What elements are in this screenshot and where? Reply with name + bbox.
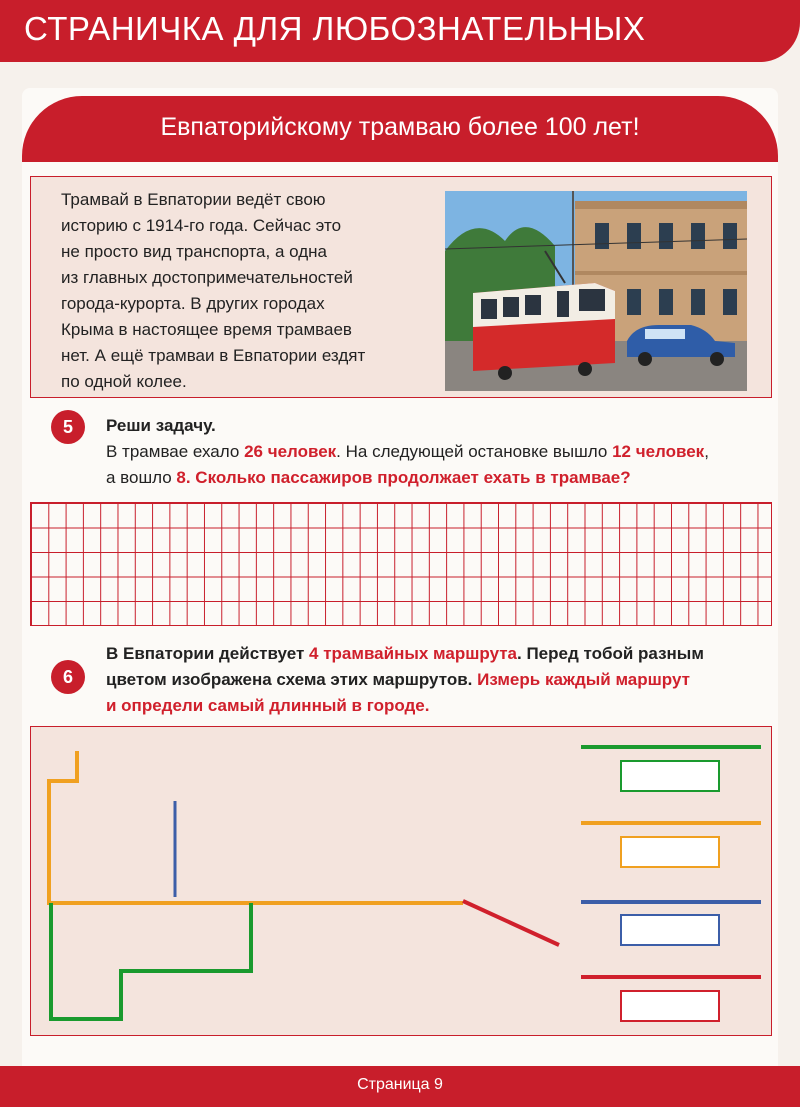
green-route-line [51, 903, 251, 1019]
intro-line: города-курорта. В других городах [61, 294, 325, 313]
page-number: Страница 9 [357, 1076, 443, 1093]
footer-band [0, 1066, 800, 1107]
tram-photo [445, 191, 747, 391]
intro-line: Крыма в настоящее время трамваев [61, 320, 352, 339]
task-6-text [106, 641, 704, 719]
intro-line: нет. А ещё трамваи в Евпатории ездят [61, 346, 366, 365]
task-5-badge: 5 [51, 410, 85, 444]
page-heading: СТРАНИЧКА ДЛЯ ЛЮБОЗНАТЕЛЬНЫХ [24, 10, 646, 47]
route-scheme [30, 726, 772, 1036]
task-6-line: В Евпатории действует 4 трамвайных маршрута. Перед тобой разным [106, 644, 704, 663]
intro-text [61, 187, 411, 395]
intro-line: не просто вид транспорта, а одна [61, 242, 327, 261]
task-6-badge: 6 [51, 660, 85, 694]
intro-line: Трамвай в Евпатории ведёт свою [61, 190, 326, 209]
answer-grid[interactable] [30, 502, 772, 626]
section-title-band [22, 96, 778, 162]
task-5-heading: Реши задачу. [106, 416, 216, 435]
blue-answer-box[interactable] [620, 914, 720, 946]
task-5-line: В трамвае ехало 26 человек. На следующей остановке вышло 12 человек, [106, 442, 709, 461]
section-title: Евпаторийскому трамваю более 100 лет! [160, 113, 640, 141]
header-band [0, 0, 800, 62]
red-answer-box[interactable] [620, 990, 720, 1022]
task-5-line: а вошло 8. Сколько пассажиров продолжает ехать в трамвае? [106, 468, 631, 487]
intro-line: историю с 1914-го года. Сейчас это [61, 216, 342, 235]
intro-line: по одной колее. [61, 372, 187, 391]
task-6-line: и определи самый длинный в городе. [106, 696, 430, 715]
orange-route-line [49, 751, 463, 903]
intro-line: из главных достопримечательностей [61, 268, 353, 287]
orange-answer-box[interactable] [620, 836, 720, 868]
task-5-text [106, 413, 709, 491]
green-answer-box[interactable] [620, 760, 720, 792]
info-box [30, 176, 772, 398]
task-6-line: цветом изображена схема этих маршрутов. Измерь каждый маршрут [106, 670, 690, 689]
red-route-line [463, 901, 559, 945]
tram-illustration [445, 191, 747, 391]
